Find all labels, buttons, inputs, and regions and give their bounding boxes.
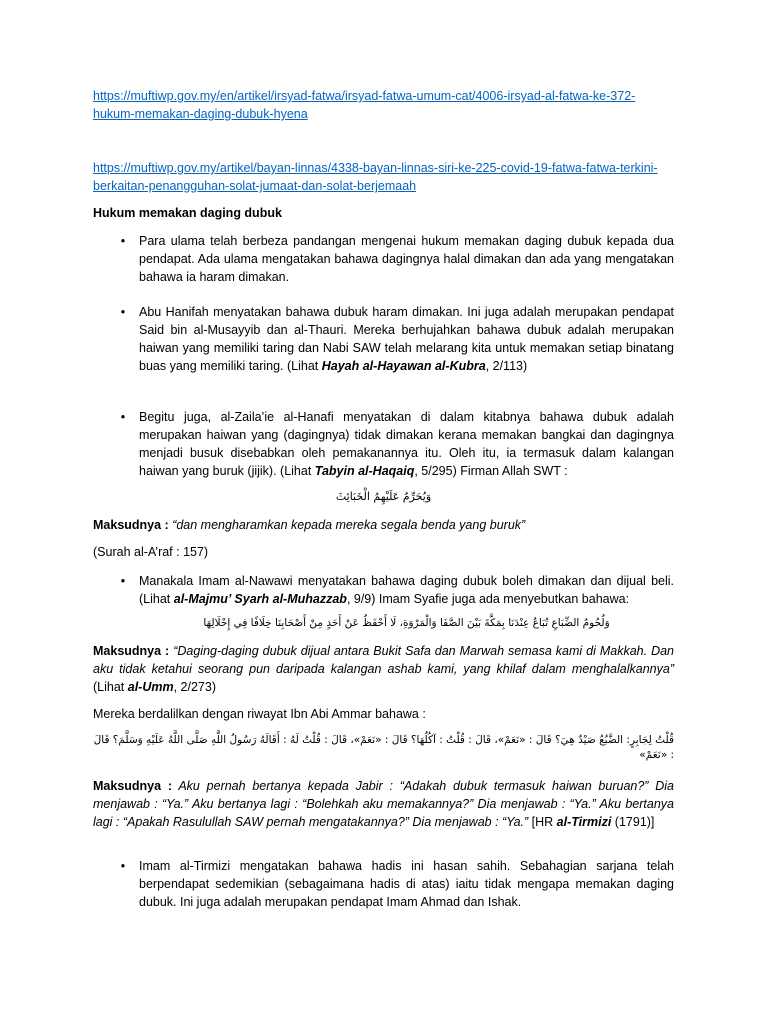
translation-2-lihat: (Lihat <box>93 680 128 694</box>
translation-1-label: Maksudnya : <box>93 518 169 532</box>
reference-link-2-block <box>93 159 674 195</box>
bullet-2 <box>139 303 674 375</box>
bullet-4-reference: al-Majmu’ Syarh al-Muhazzab <box>173 592 347 606</box>
bullet-3-marker: • <box>120 410 126 424</box>
bullet-4-citation: , 9/9) Imam Syafie juga ada menyebutkan bahawa: <box>346 592 630 606</box>
bullet-3-reference: Tabyin al-Haqaiq <box>314 464 415 478</box>
bullet-4 <box>139 572 674 608</box>
translation-3-reference: al-Tirmizi <box>556 815 612 829</box>
translation-1-text: “dan mengharamkan kepada mereka segala benda yang buruk” <box>168 518 526 532</box>
translation-3-citation: (1791)] <box>611 815 655 829</box>
bullet-3-text: Begitu juga, al-Zaila’ie al-Hanafi menyatakan di dalam kitabnya bahawa dubuk adalah merupakan haiwan yang (dagingnya) tidak dimakan kerana memakan bangkai dan dagingnya menjadi busuk disebabkan oleh pemakanannya itu. Oleh itu, ia termasuk dalam kalangan haiwan yang buruk (jijik). (Lihat <box>139 410 674 478</box>
translation-2 <box>93 642 674 696</box>
translation-2-text: “Daging-daging dubuk dijual antara Bukit Safa dan Marwah semasa kami di Makkah. Dan aku tidak ketahui seorang pun daripada kalangan ashab kami, yang khilaf dalam menghalalkannya” <box>93 644 675 676</box>
translation-3-text: Aku pernah bertanya kepada Jabir : “Adakah dubuk termasuk haiwan buruan?” Dia menjawab : “Ya.” Aku bertanya lagi : “Bolehkah aku memakannya?” Dia menjawab : “Ya.” Aku bertanya lagi : “Apakah Rasulullah SAW pernah mengatakannya?” Dia menjawab : “Ya.” <box>93 779 674 829</box>
surah-reference: (Surah al-A’raf : 157) <box>93 545 209 559</box>
arabic-hadith: قُلْتُ لِجَابِرٍ: الضَّبُعُ صَيْدٌ هِيَ؟ قَالَ : «نَعَمْ»، قَالَ : قُلْتُ : آكُلُهَا؟ قَالَ : «نَعَمْ»، قَالَ : قُلْتُ لَهُ : أَقَالَهُ رَسُولُ اللَّهِ صَلَّى اللَّهُ عَلَيْهِ وَسَلَّمَ؟ قَالَ : «نَعَمْ» <box>93 734 674 761</box>
bullet-2-text: Abu Hanifah menyatakan bahawa dubuk haram dimakan. Ini juga adalah merupakan pendapat Said bin al-Musayyib dan al-Thauri. Mereka berhujahkan bahawa dubuk adalah merupakan haiwan yang memiliki taring dan Nabi SAW telah melarang kita untuk memakan setiap binatang buas yang memiliki taring. (Lihat <box>139 305 674 373</box>
translation-1 <box>93 516 674 534</box>
bullet-3 <box>139 408 674 480</box>
bullet-5-marker: • <box>120 859 126 873</box>
arabic-verse: وَيُحَرِّمُ عَلَيْهِمُ الْخَبَائِثَ <box>335 490 432 503</box>
translation-2-citation: , 2/273) <box>173 680 216 694</box>
reference-link-1-block <box>93 87 674 123</box>
bullet-5 <box>139 857 674 911</box>
section-heading: Hukum memakan daging dubuk <box>93 206 282 220</box>
bullet-5-text: Imam al-Tirmizi mengatakan bahawa hadis ini hasan sahih. Sebahagian sarjana telah berpendapat sedemikian (sebagaimana hadis di atas) iaitu tidak mengapa memakan daging dubuk. Ini juga adalah merupakan pendapat Imam Ahmad dan Ishak. <box>139 859 674 909</box>
riwayat-intro: Mereka berdalilkan dengan riwayat Ibn Abi Ammar bahawa : <box>93 707 426 721</box>
bullet-2-citation: , 2/113) <box>485 359 528 373</box>
bullet-3-citation: , 5/295) Firman Allah SWT : <box>414 464 568 478</box>
translation-2-label: Maksudnya : <box>93 644 170 658</box>
bullet-1-marker: • <box>120 234 126 248</box>
bullet-2-reference: Hayah al-Hayawan al-Kubra <box>321 359 486 373</box>
translation-3-hr: [HR <box>528 815 557 829</box>
arabic-quote-syafie: وَلُحُومُ الضِّبَاعِ تُبَاعُ عِنْدَنَا بِمَكَّةَ بَيْنَ الصَّفَا وَالْمَرْوَةِ، لَا أَحْفَظُ عَنْ أَحَدٍ مِنْ أَصْحَابِنَا خِلَافًا فِي إِحْلَالِهَا <box>203 617 610 629</box>
translation-2-reference: al-Umm <box>127 680 174 694</box>
bullet-4-text: Manakala Imam al-Nawawi menyatakan bahawa daging dubuk boleh dimakan dan dijual beli. (Lihat <box>139 574 674 606</box>
reference-link-2[interactable]: https://muftiwp.gov.my/artikel/bayan-linnas/4338-bayan-linnas-siri-ke-225-covid-19-fatwa-fatwa-terkini-berkaitan-penangguhan-solat-jumaat-dan-solat-berjemaah <box>93 161 658 193</box>
bullet-1 <box>139 232 674 286</box>
translation-3-label: Maksudnya : <box>93 779 173 793</box>
translation-3 <box>93 777 674 831</box>
bullet-2-marker: • <box>120 305 126 319</box>
reference-link-1[interactable]: https://muftiwp.gov.my/en/artikel/irsyad-fatwa/irsyad-fatwa-umum-cat/4006-irsyad-al-fatwa-ke-372-hukum-memakan-daging-dubuk-hyena <box>93 89 636 121</box>
bullet-4-marker: • <box>120 574 126 588</box>
bullet-1-text: Para ulama telah berbeza pandangan mengenai hukum memakan daging dubuk kepada dua pendapat. Ada ulama mengatakan bahawa dagingnya halal dimakan dan ada yang mengatakan bahawa ia haram dimakan. <box>139 234 674 284</box>
